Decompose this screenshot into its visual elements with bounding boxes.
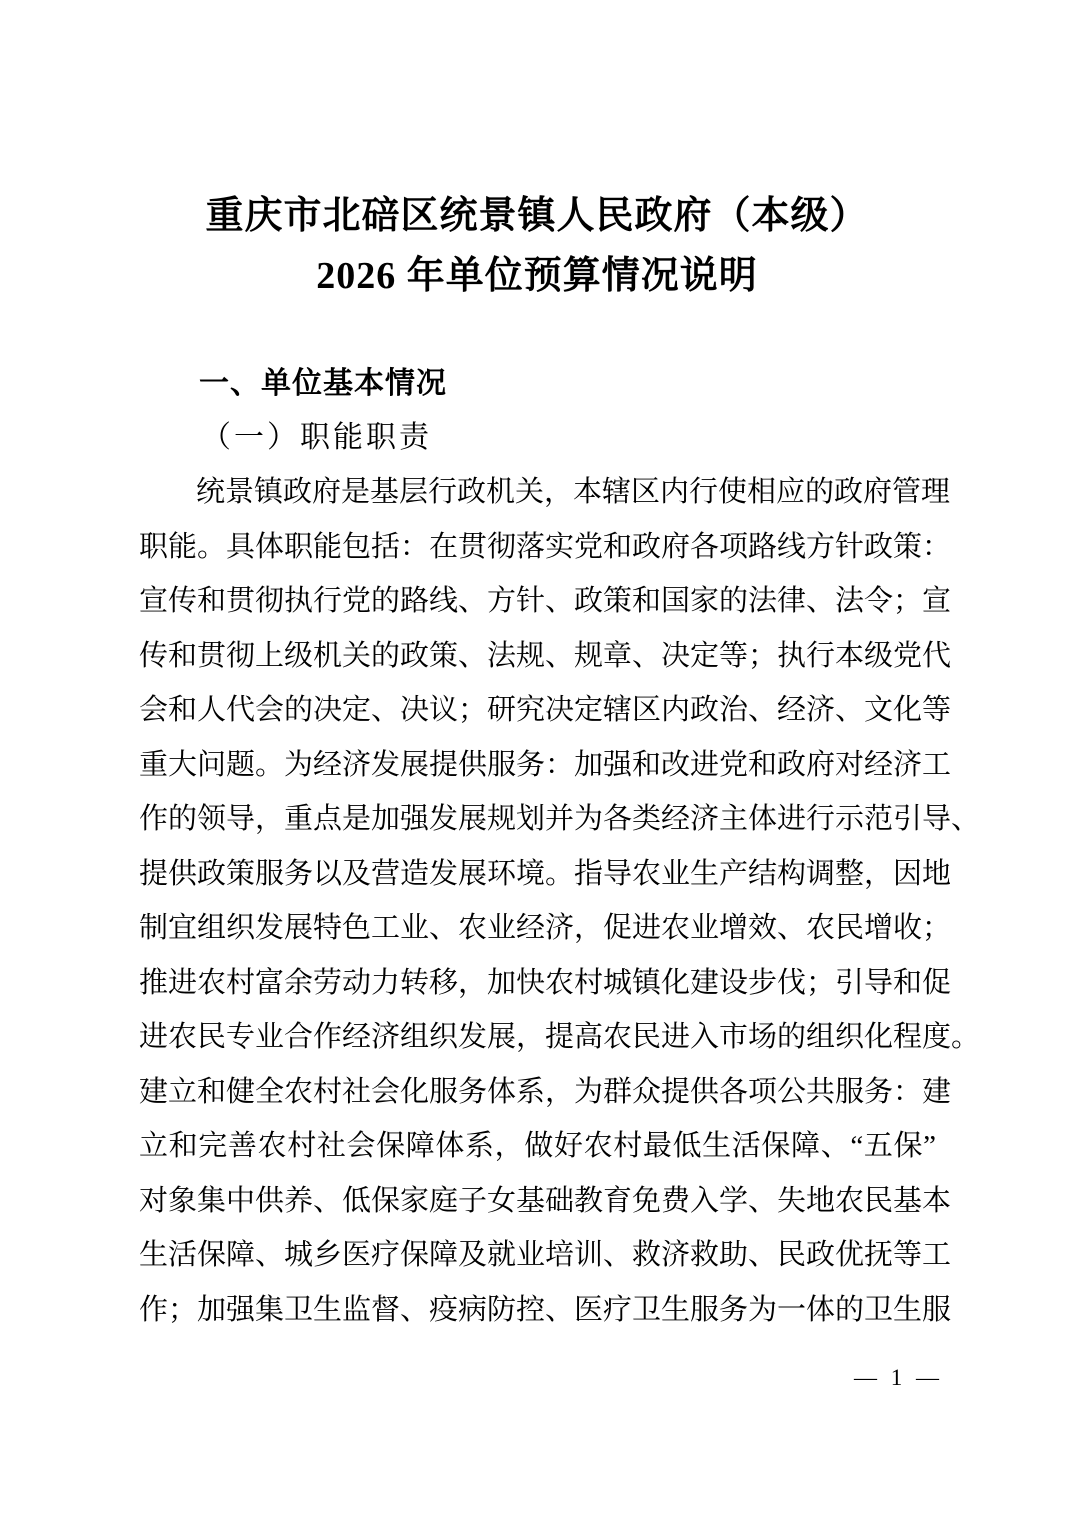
document-title (139, 186, 935, 306)
body-line: 宣传和贯彻执行党的路线、方针、政策和国家的法律、法令；宣 (139, 585, 952, 617)
body-line: 会和人代会的决定、决议；研究决定辖区内政治、经济、文化等 (139, 694, 952, 726)
document-title-line1: 重庆市北碚区统景镇人民政府（本级） (205, 195, 869, 237)
body-line: 制宜组织发展特色工业、农业经济，促进农业增效、农民增收； (139, 912, 952, 944)
body-line: 推进农村富余劳动力转移，加快农村城镇化建设步伐；引导和促 (139, 966, 952, 999)
document-title-line2: 2026 年单位预算情况说明 (316, 255, 758, 297)
body-line: 提供政策服务以及营造发展环境。指导农业生产结构调整，因地 (139, 857, 952, 890)
body-line: 建立和健全农村社会化服务体系，为群众提供各项公共服务：建 (139, 1075, 952, 1108)
body-paragraph (139, 465, 981, 1337)
body-line: 职能。具体职能包括：在贯彻落实党和政府各项路线方针政策： (139, 530, 952, 563)
body-line: 传和贯彻上级机关的政策、法规、规章、决定等；执行本级党代 (139, 639, 952, 672)
body-line: 进农民专业合作经济组织发展，提高农民进入市场的组织化程度。 (139, 1021, 981, 1053)
body-line: 作；加强集卫生监督、疫病防控、医疗卫生服务为一体的卫生服 (139, 1293, 952, 1326)
body-line: 统景镇政府是基层行政机关，本辖区内行使相应的政府管理 (196, 476, 951, 508)
body-line: 生活保障、城乡医疗保障及就业培训、救济救助、民政优抚等工 (139, 1239, 952, 1271)
body-line: 重大问题。为经济发展提供服务：加强和改进党和政府对经济工 (139, 748, 952, 781)
body-line: 对象集中供养、低保家庭子女基础教育免费入学、失地农民基本 (139, 1184, 952, 1217)
subsection-heading-duties: （一）职能职责 (201, 421, 432, 454)
page-number: — 1 — (854, 1365, 943, 1390)
body-line: 立和完善农村社会保障体系，做好农村最低生活保障、“五保” (139, 1130, 936, 1162)
body-line: 作的领导，重点是加强发展规划并为各类经济主体进行示范引导、 (139, 803, 981, 835)
section-heading-basic-info: 一、单位基本情况 (199, 367, 447, 400)
